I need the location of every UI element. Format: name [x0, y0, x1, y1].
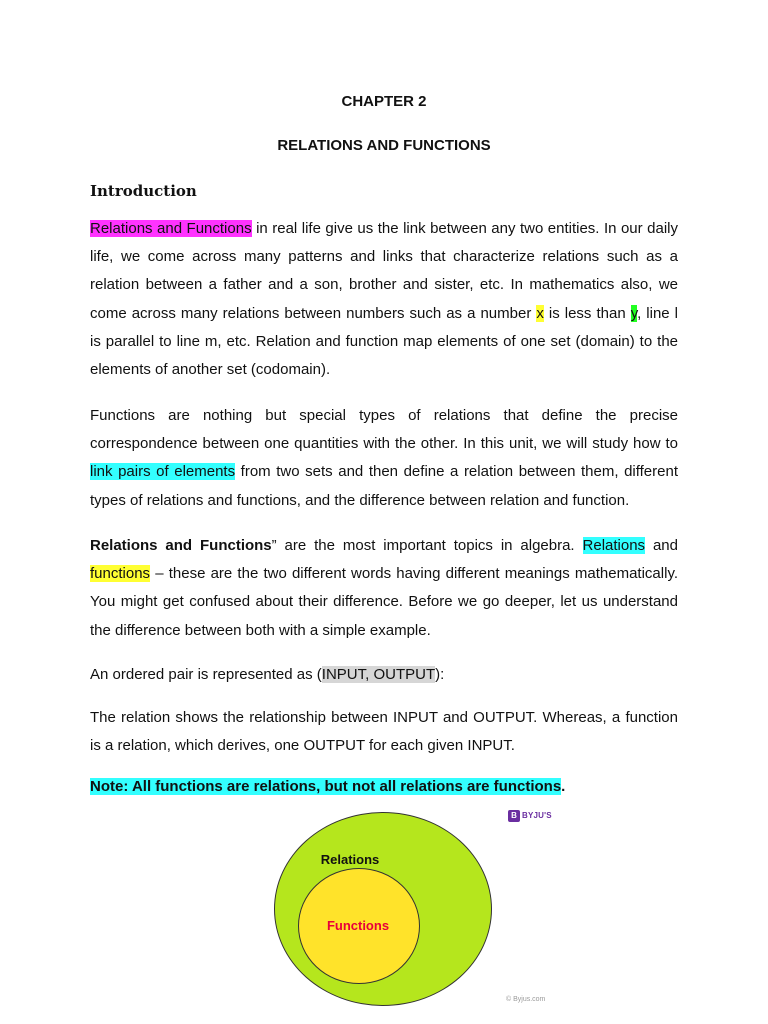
paragraph-3-text-b: and [645, 537, 678, 554]
variable-x: x [536, 304, 544, 322]
paragraph-3-text-c: – these are the two different words having different meanings mathematically. You might get confused about their difference. Before we go deeper, let us understand the difference between both with a simple example. [90, 565, 678, 639]
note-highlight: Note: All functions are relations, but not all relations are functions [90, 778, 562, 795]
byjus-logo-text: BYJU'S [522, 811, 552, 820]
paragraph-4 [90, 661, 678, 689]
paragraph-4-text-a: An ordered pair is represented as ( [90, 666, 322, 683]
chapter-label: CHAPTER 2 [341, 93, 427, 110]
functions-label: Functions [326, 918, 390, 933]
paragraph-4-text-b: ): [435, 666, 445, 683]
paragraph-1-text-b: is less than [543, 304, 631, 322]
highlight-relations-functions: Relations and Functions [90, 220, 252, 237]
highlight-input-output: INPUT, OUTPUT [321, 666, 436, 683]
paragraph-3-text-a: ” are the most important topics in algebra. [271, 537, 583, 554]
relations-label: Relations [320, 852, 380, 867]
paragraph-1 [90, 215, 678, 384]
highlight-functions: functions [90, 565, 151, 583]
paragraph-2-text-b: from two sets and then define a relation between them, different types of relations and functions, and the difference between relation and function. [90, 463, 678, 509]
byjus-logo [508, 809, 552, 822]
introduction-heading: Introduction [90, 182, 197, 200]
bold-relations-functions: Relations and Functions [90, 537, 272, 554]
chapter-title: RELATIONS AND FUNCTIONS [277, 137, 491, 154]
paragraph-2 [90, 402, 678, 515]
relations-functions-diagram [274, 812, 494, 1012]
highlight-link-pairs: link pairs of elements [90, 463, 236, 481]
note-line [90, 778, 565, 795]
highlight-relations: Relations [582, 537, 646, 554]
copyright-text: © Byjus.com [506, 996, 546, 1003]
paragraph-3 [90, 532, 678, 645]
paragraph-1-text-a: in real life give us the link between any two entities. In our daily life, we come across many patterns and links that characterize relations such as a relation between a father and a son, brother and sister, etc. In mathematics also, we come across many relations between numbers such as a number [90, 220, 678, 322]
paragraph-5: The relation shows the relationship between INPUT and OUTPUT. Whereas, a function is a relation, which derives, one OUTPUT for each given INPUT. [90, 709, 678, 755]
variable-y: y [630, 304, 638, 322]
paragraph-1-text-c: , line l is parallel to line m, etc. Relation and function map elements of one set (domain) to the elements of another set (codomain). [90, 304, 679, 379]
note-period: . [561, 778, 566, 795]
paragraph-2-text-a: Functions are nothing but special types of relations that define the precise correspondence between one quantities with the other. In this unit, we will study how to [90, 407, 678, 453]
byjus-logo-mark: B [508, 810, 520, 822]
